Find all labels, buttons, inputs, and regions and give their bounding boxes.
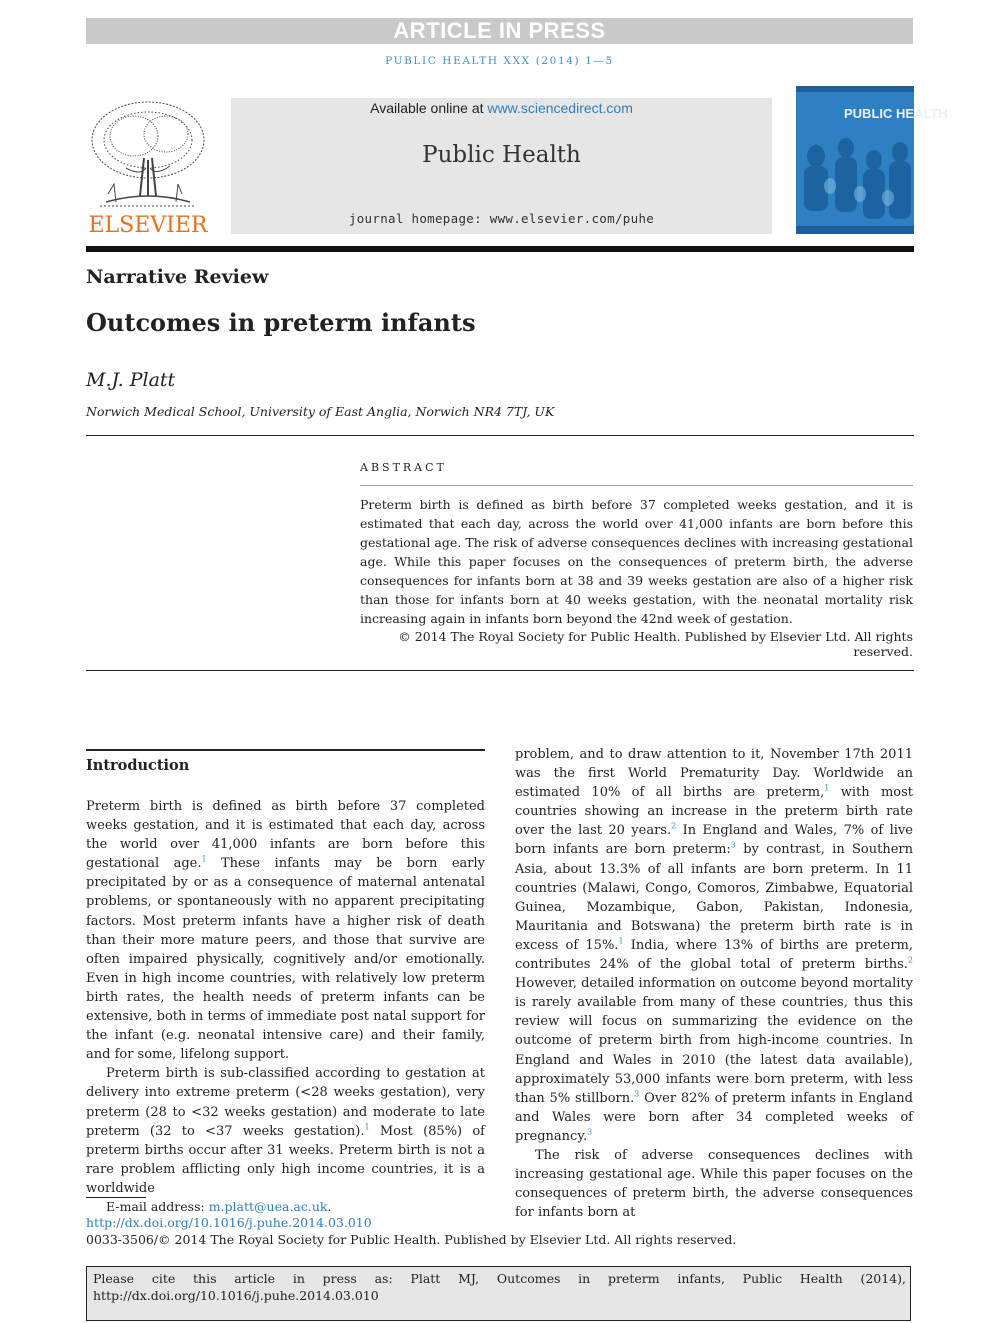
article-type: Narrative Review (86, 266, 269, 288)
citation-text: Please cite this article in press as: Platt MJ, Outcomes in preterm infants, Public Health (2014), http://dx.doi.org/10.1016/j.puhe.2014.03.010 (93, 1271, 906, 1303)
available-online-line (231, 100, 772, 116)
elsevier-wordmark: ELSEVIER (88, 213, 208, 238)
elsevier-tree-icon (86, 98, 210, 236)
paragraph: problem, and to draw attention to it, November 17th 2011 was the first World Prematurity Day. Worldwide an estimated 10% of all births are preterm,$^1$ with most countries showing an increase in the preterm birth rate over the last 20 years.$^2$ In England and Wales, 7% of live born infants are born preterm:$^3$ by contrast, in Southern Asia, about 13.3% of all infants are born preterm. In 11 countries (Malawi, Congo, Comoros, Zimbabwe, Equatorial Guinea, Mozambique, Gabon, Pakistan, Indonesia, Mauritania and Botswana) the preterm birth rate is in excess of 15%.$^1$ India, where 13% of births are preterm, contributes 24% of the global total of preterm births.$^2$ However, detailed information on outcome beyond mortality is rarely available from many of these countries, thus this review will focus on summarizing the evidence on the outcome of preterm birth from high-income countries. In England and Wales in 2010 (the latest data available), approximately 53,000 infants were born preterm, with less than 5% stillborn.$^3$ Over 82% of preterm infants in England and Wales were born after 34 completed weeks of pregnancy.$^3$ (515, 747, 914, 1144)
intro-rule (86, 749, 485, 751)
email-link[interactable]: m.platt@uea.ac.uk (208, 1199, 328, 1214)
abstract-text: Preterm birth is defined as birth before 37 completed weeks gestation, and it is estimated that each day, across the world over 41,000 infants are born before this gestational age. The risk of adverse consequences declines with increasing gestational age. While this paper focuses on the consequences of preterm birth, the adverse consequences for infants born at 38 and 39 weeks gestation are also of a higher risk than those for infants born at 40 weeks gestation, with the neonatal mortality risk increasing again in infants born beyond the 42nd week of gestation. (360, 497, 913, 626)
running-head: PUBLIC HEALTH XXX (2014) 1—5 (385, 55, 614, 67)
citation-ref[interactable]: 1 (824, 783, 830, 793)
author-affiliation: Norwich Medical School, University of East Anglia, Norwich NR4 7TJ, UK (86, 404, 555, 419)
journal-cover-image (796, 86, 948, 234)
citation-ref[interactable]: 3 (587, 1127, 593, 1137)
available-label: Available online at (370, 100, 488, 116)
cover-title: PUBLIC HEALTH (844, 106, 948, 121)
citation-box (86, 1266, 911, 1321)
abstract-copyright: © 2014 The Royal Society for Public Health. Published by Elsevier Ltd. All rights reserved. (398, 629, 913, 659)
issn-copyright: 0033-3506/© 2014 The Royal Society for Public Health. Published by Elsevier Ltd. All rights reserved. (86, 1232, 737, 1247)
footer-email-line: E-mail address: m.platt@uea.ac.uk. (106, 1199, 332, 1214)
abstract-heading-rule (360, 485, 913, 486)
divider-top (86, 435, 914, 436)
sciencedirect-link[interactable]: www.sciencedirect.com (487, 100, 633, 116)
citation-ref[interactable]: 3 (634, 1089, 640, 1099)
divider-bottom (86, 670, 914, 671)
citation-ref[interactable]: 3 (730, 841, 736, 851)
article-in-press-banner: ARTICLE IN PRESS (86, 18, 913, 44)
journal-title: Public Health (422, 142, 581, 168)
section-heading-introduction: Introduction (86, 757, 190, 774)
footnote-rule (86, 1197, 146, 1198)
body-column-left (86, 797, 485, 1198)
article-title: Outcomes in preterm infants (86, 308, 476, 337)
paragraph: The risk of adverse consequences declines with increasing gestational age. While this paper focuses on the consequences of preterm birth, the adverse consequences for infants born at (515, 1147, 913, 1221)
doi-link[interactable]: http://dx.doi.org/10.1016/j.puhe.2014.03.010 (86, 1215, 372, 1230)
journal-homepage[interactable]: journal homepage: www.elsevier.com/puhe (348, 211, 655, 226)
citation-ref[interactable]: 1 (201, 854, 207, 864)
citation-ref[interactable]: 1 (364, 1122, 370, 1132)
paragraph: Preterm birth is sub-classified according to gestation at delivery into extreme preterm (<28 weeks gestation), very preterm (28 to <32 weeks gestation) and moderate to late preterm (32 to <37 weeks gestation).$^1$ Most (85%) of preterm births occur after 31 weeks. Preterm birth is not a rare problem afflicting only high income countries, it is a worldwide (86, 1066, 485, 1196)
author-name[interactable]: M.J. Platt (86, 369, 176, 391)
elsevier-logo (86, 98, 210, 236)
journal-header-box (231, 98, 772, 234)
header-rule (86, 246, 914, 252)
citation-ref[interactable]: 1 (618, 936, 624, 946)
paragraph: Preterm birth is defined as birth before 37 completed weeks gestation, and it is estimated that each day, across the world over 41,000 infants are born before this gestational age.$^1$ These infants may be born early precipitated by or as a consequence of maternal antenatal problems, or spontaneously with no apparent precipitating factors. Most preterm infants have a higher risk of death than their more mature peers, and those that survive are often impaired physically, cognitively and/or emotionally. Even in high income countries, with relatively low preterm birth rates, the health needs of preterm infants can be extensive, both in terms of immediate post natal support for the infant (e.g. neonatal intensive care) and their family, and for some, lifelong support. (86, 799, 485, 1063)
abstract-heading: ABSTRACT (360, 461, 447, 474)
citation-ref[interactable]: 2 (671, 822, 677, 832)
body-column-right (515, 745, 913, 1222)
citation-ref[interactable]: 2 (907, 955, 913, 965)
